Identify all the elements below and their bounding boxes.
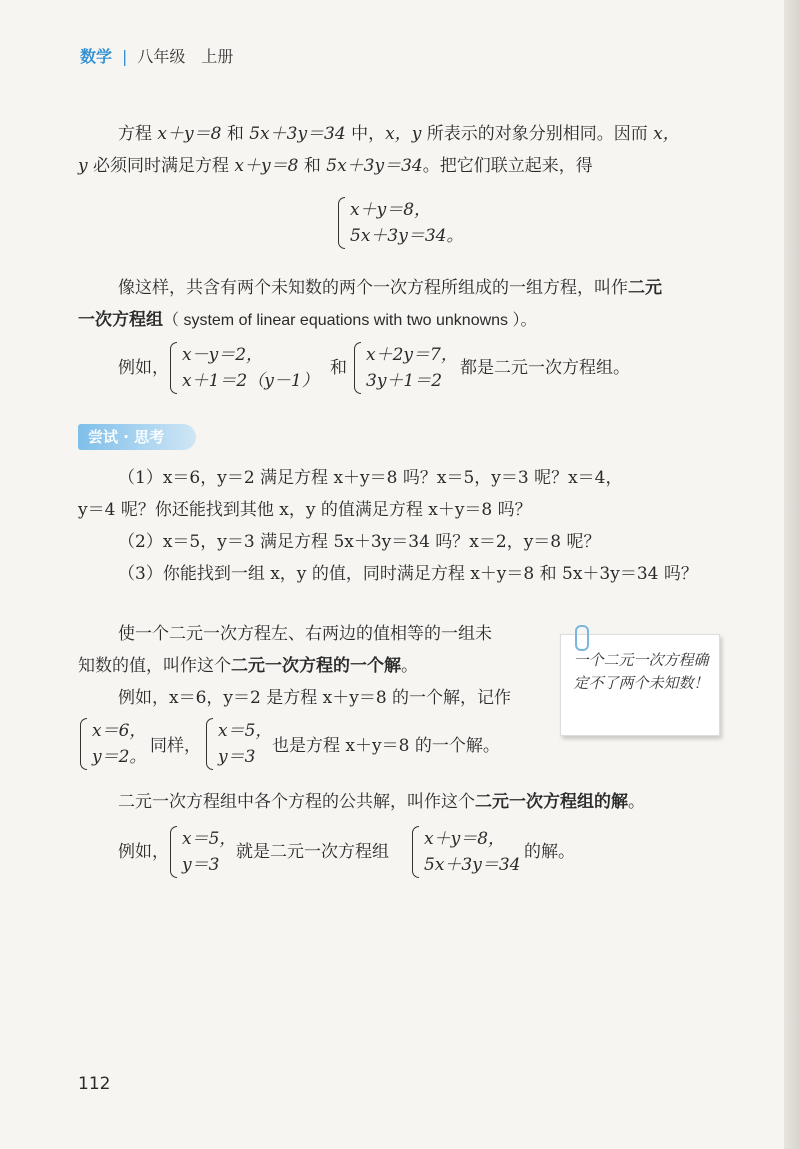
text-fragment: 中，	[345, 124, 386, 144]
text-fragment: （ system of linear equations with two unknowns ）。	[163, 312, 537, 329]
brace	[170, 826, 177, 878]
equation-system	[354, 342, 458, 394]
equation: 5x＋3y＝34。	[350, 226, 464, 246]
equation: x＋y＝8	[234, 156, 299, 176]
equation: x＝6，	[92, 721, 147, 741]
definition2	[118, 786, 645, 818]
try-question-1b: y＝4 呢？你还能找到其他 x，y 的值满足方程 x＋y＝8 吗？	[78, 500, 532, 520]
text-fragment: 和	[298, 156, 327, 176]
equation: 5x＋3y＝34	[326, 156, 423, 176]
equation: y＝2。	[92, 747, 147, 767]
text-fragment: 。	[628, 792, 645, 812]
try-question-1a: （1）x＝6，y＝2 满足方程 x＋y＝8 吗？x＝5，y＝3 呢？x＝4，	[118, 468, 623, 488]
header-separator: |	[122, 47, 128, 66]
equation: x＋y＝8	[157, 124, 222, 144]
brace	[170, 342, 177, 394]
para2-line2	[78, 304, 537, 337]
brace	[206, 718, 213, 770]
paperclip-icon	[575, 625, 589, 651]
text-fragment: 所表示的对象分别相同。因而	[421, 124, 654, 144]
definition1-line2	[78, 650, 418, 682]
variables: x，	[653, 124, 680, 144]
text-fragment: 。把它们联立起来，得	[422, 156, 593, 176]
note-text: 一个二元一次方程确定不了两个未知数！	[573, 651, 709, 692]
equation: y＝3	[182, 855, 220, 875]
example2-mid: 同样，	[150, 736, 201, 756]
example1-suffix: 都是二元一次方程组。	[460, 358, 630, 378]
text-fragment: 必须同时满足方程	[87, 156, 235, 176]
example3-suffix: 的解。	[524, 842, 575, 862]
example2-suffix: 也是方程 x＋y＝8 的一个解。	[272, 736, 500, 756]
brace	[412, 826, 419, 878]
equation-system-1	[338, 197, 463, 249]
equation-system	[170, 826, 236, 878]
page-number: 112	[78, 1074, 111, 1094]
example1-mid: 和	[330, 358, 347, 378]
term: 一次方程组	[78, 310, 163, 330]
equation: x＋y＝8，	[350, 200, 432, 220]
equation: y＝3	[218, 747, 256, 767]
equation-system	[80, 718, 146, 770]
margin-note	[560, 634, 720, 736]
variables: x，y	[385, 124, 422, 144]
equation-system	[170, 342, 319, 394]
text-fragment: 知数的值，叫作这个	[78, 656, 231, 676]
text-fragment: 像这样，共含有两个未知数的两个一次方程所组成的一组方程，叫作	[118, 278, 628, 298]
text-fragment: 二元一次方程组中各个方程的公共解，叫作这个	[118, 792, 475, 812]
equation: 5x＋3y＝34	[249, 124, 346, 144]
page-edge	[784, 0, 800, 1149]
equation-system	[206, 718, 272, 770]
try-question-3: （3）你能找到一组 x，y 的值，同时满足方程 x＋y＝8 和 5x＋3y＝34 吗？	[118, 564, 698, 584]
equation: x＋2y＝7，	[366, 345, 458, 365]
para1-line2	[78, 150, 593, 182]
brace	[354, 342, 361, 394]
example2-line: 例如，x＝6，y＝2 是方程 x＋y＝8 的一个解，记作	[118, 688, 512, 708]
equation-system	[412, 826, 520, 878]
example3-prefix: 例如，	[118, 842, 169, 862]
subject-label: 数学	[80, 47, 113, 66]
equation: x＋y＝8，	[424, 829, 506, 849]
term: 二元一次方程组的解	[475, 792, 628, 812]
grade-label: 八年级 上册	[137, 47, 234, 66]
equation: x＝5，	[182, 829, 237, 849]
example1-prefix: 例如，	[118, 358, 169, 378]
example3-mid: 就是二元一次方程组	[236, 842, 389, 862]
text-fragment: 。	[401, 656, 418, 676]
page-header	[80, 44, 233, 67]
brace	[80, 718, 87, 770]
brace	[338, 197, 345, 249]
equation: x＝5，	[218, 721, 273, 741]
equation: 5x＋3y＝34	[424, 855, 521, 875]
term: 二元	[628, 278, 662, 298]
variables: y	[78, 156, 88, 176]
try-question-2: （2）x＝5，y＝3 满足方程 5x＋3y＝34 吗？x＝2，y＝8 呢？	[118, 532, 601, 552]
term: 二元一次方程的一个解	[231, 656, 401, 676]
text-fragment: 方程	[118, 124, 158, 144]
para1-line1	[118, 118, 680, 150]
equation: x－y＝2，	[182, 345, 264, 365]
definition1-line1: 使一个二元一次方程左、右两边的值相等的一组未	[118, 624, 492, 644]
para2-line1	[118, 272, 662, 304]
section-tag: 尝试 · 思考	[78, 424, 196, 450]
equation: 3y＋1＝2	[366, 371, 443, 391]
equation: x＋1＝2（y－1）	[182, 371, 319, 391]
text-fragment: 和	[221, 124, 250, 144]
